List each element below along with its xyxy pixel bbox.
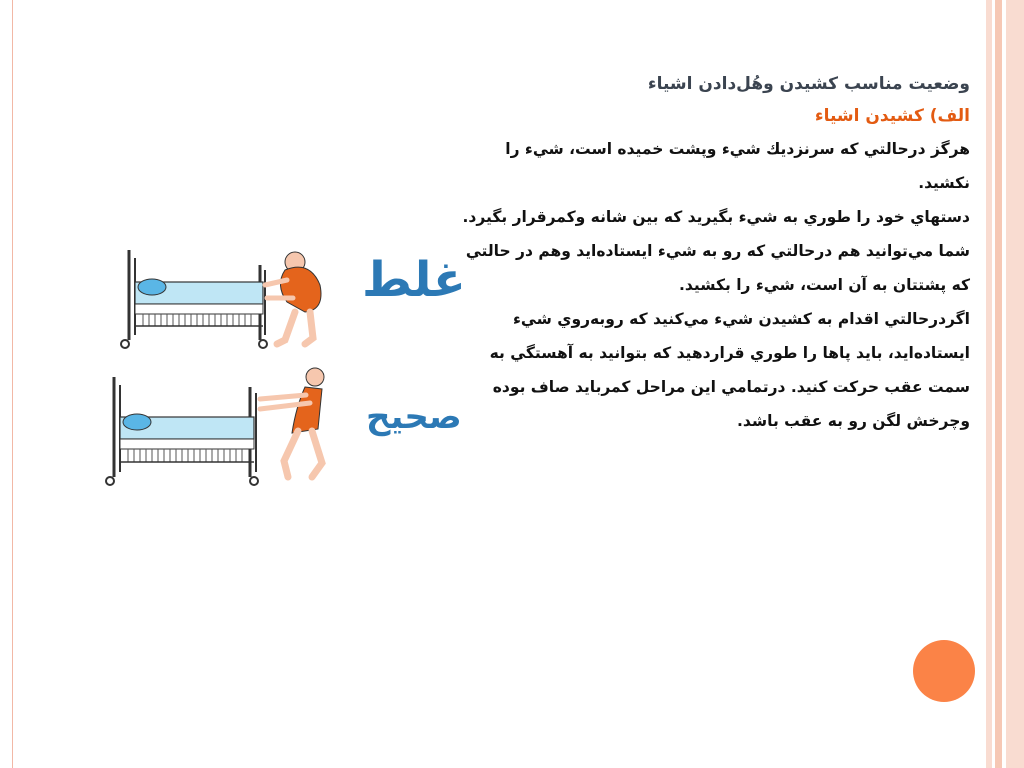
paragraph-2: دستهاي خود را طوري به شيء بگيريد كه بين شانه وكمرقرار بگيرد. bbox=[462, 208, 970, 226]
correct-posture-illustration bbox=[100, 367, 340, 492]
wrong-posture-illustration bbox=[115, 240, 345, 355]
paragraph-1: هرگز درحالتي كه سرنزديك شيء وپشت خميده است، شيء را نكشيد. bbox=[505, 140, 970, 192]
slide-left-border bbox=[12, 0, 13, 768]
slide-title: وضعيت مناسب كشيدن وهُل‌دادن اشياء bbox=[647, 74, 970, 94]
slide-subtitle: الف) كشيدن اشياء bbox=[814, 106, 970, 126]
label-right: صحيح bbox=[366, 397, 462, 437]
slide-text bbox=[450, 74, 970, 438]
label-wrong: غلط bbox=[362, 252, 466, 308]
paragraph-4: اگردرحالتي اقدام به كشيدن شيء مي‌كنيد كه روبه‌روي شيء ايستاده‌ايد، بايد پاها را طوري قراردهيد كه بتوانيد به آهستگي به سمت عقب حركت كنيد. درتمامي اين مراحل كمرباید صاف بوده وچرخش لگن رو به عقب باشد. bbox=[489, 310, 970, 430]
paragraph-3: شما مي‌توانيد هم درحالتي كه رو به شيء ايستاده‌ايد وهم در حالتي كه پشتتان به آن است، شيء را بكشيد. bbox=[465, 242, 970, 294]
decorative-side-stripe bbox=[986, 0, 1024, 768]
decorative-orange-circle bbox=[913, 640, 975, 702]
